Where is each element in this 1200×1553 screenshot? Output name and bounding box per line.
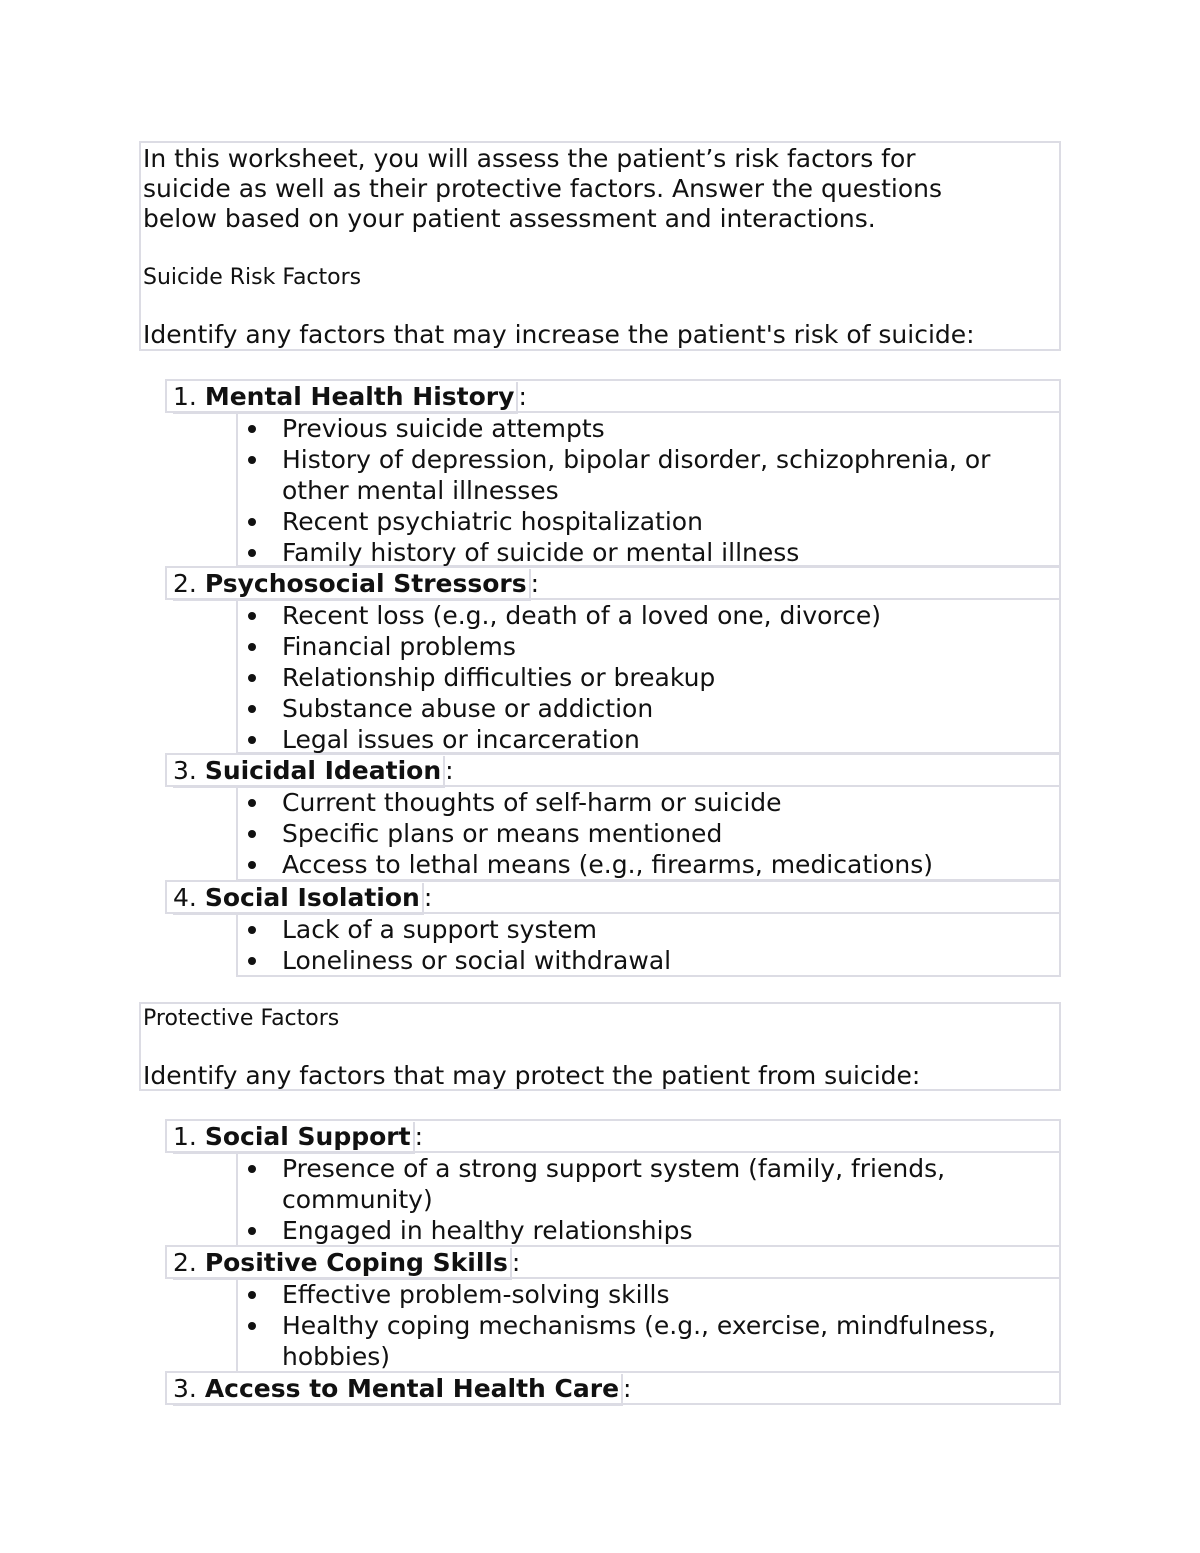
list-item: Engaged in healthy relationships [238, 1215, 1059, 1246]
bullet-icon [248, 957, 256, 965]
protective-title-3: Access to Mental Health Care [204, 1374, 620, 1403]
risk-number-4: 4. [173, 883, 197, 912]
bullet-icon [248, 612, 256, 620]
bullet-icon [248, 799, 256, 807]
protective-number-1: 1. [173, 1122, 197, 1151]
bullet-icon [248, 830, 256, 838]
bullet-icon [248, 1227, 256, 1235]
protective-prompt: Identify any factors that may protect the patient from suicide: [143, 1061, 921, 1090]
risk-number-3: 3. [173, 756, 197, 785]
risk-section-title: Suicide Risk Factors [143, 265, 362, 290]
protective-number-2: 2. [173, 1248, 197, 1277]
risk-list-3 [236, 785, 1061, 881]
risk-list-2 [236, 598, 1061, 754]
list-item-continued: community) [282, 1185, 433, 1214]
bullet-icon [248, 926, 256, 934]
risk-number-2: 2. [173, 569, 197, 598]
protective-list-2 [236, 1277, 1061, 1373]
list-item: Previous suicide attempts [238, 413, 1059, 444]
intro-line-1: In this worksheet, you will assess the patient’s risk factors for [143, 144, 916, 173]
risk-heading-2 [165, 566, 1061, 600]
list-item-continued: hobbies) [282, 1342, 390, 1371]
list-item: Effective problem-solving skills [238, 1279, 1059, 1310]
list-item: Loneliness or social withdrawal [238, 945, 1059, 976]
list-item: Access to lethal means (e.g., firearms, medications) [238, 849, 1059, 880]
list-item: Relationship difficulties or breakup [238, 662, 1059, 693]
bullet-icon [248, 705, 256, 713]
bullet-icon [248, 518, 256, 526]
risk-title-3: Suicidal Ideation [204, 756, 442, 785]
bullet-icon [248, 456, 256, 464]
protective-title-2: Positive Coping Skills [204, 1248, 508, 1277]
list-item: Financial problems [238, 631, 1059, 662]
protective-intro-box [139, 1002, 1061, 1091]
protective-heading-2 [165, 1245, 1061, 1279]
protective-section-title: Protective Factors [143, 1006, 340, 1031]
risk-title-4: Social Isolation [204, 883, 420, 912]
bullet-icon [248, 425, 256, 433]
protective-heading-3 [165, 1371, 1061, 1405]
protective-title-1: Social Support [204, 1122, 411, 1151]
bullet-icon [248, 674, 256, 682]
bullet-icon [248, 1322, 256, 1330]
protective-suffix-1: : [414, 1122, 424, 1151]
protective-list-1 [236, 1151, 1061, 1247]
list-item: Lack of a support system [238, 914, 1059, 945]
list-item: Specific plans or means mentioned [238, 818, 1059, 849]
risk-list-4 [236, 912, 1061, 977]
protective-suffix-3: : [623, 1374, 632, 1403]
bullet-icon [248, 1165, 256, 1173]
list-item: Recent psychiatric hospitalization [238, 506, 1059, 537]
list-item: Healthy coping mechanisms (e.g., exercise, mindfulness, [238, 1310, 1059, 1341]
risk-suffix-3: : [445, 756, 454, 785]
intro-box [139, 141, 1061, 351]
protective-number-3: 3. [173, 1374, 197, 1403]
list-item: History of depression, bipolar disorder, schizophrenia, or [238, 444, 1059, 475]
risk-prompt: Identify any factors that may increase the patient's risk of suicide: [143, 320, 975, 349]
list-item: Substance abuse or addiction [238, 693, 1059, 724]
risk-suffix-2: : [530, 569, 540, 598]
intro-line-3: below based on your patient assessment and interactions. [143, 204, 876, 233]
risk-suffix-1: : [518, 382, 527, 411]
protective-heading-1 [165, 1119, 1061, 1153]
bullet-icon [248, 1291, 256, 1299]
list-item: Family history of suicide or mental illness [238, 537, 1059, 568]
intro-line-2: suicide as well as their protective factors. Answer the questions [143, 174, 943, 203]
bullet-icon [248, 736, 256, 744]
protective-suffix-2: : [511, 1248, 521, 1277]
bullet-icon [248, 643, 256, 651]
risk-suffix-4: : [423, 883, 433, 912]
list-item: Current thoughts of self-harm or suicide [238, 787, 1059, 818]
list-item: Legal issues or incarceration [238, 724, 1059, 755]
risk-list-1 [236, 411, 1061, 567]
risk-heading-1 [165, 379, 1061, 413]
bullet-icon [248, 549, 256, 557]
list-item: Recent loss (e.g., death of a loved one, divorce) [238, 600, 1059, 631]
risk-title-2: Psychosocial Stressors [204, 569, 527, 598]
list-item-continued: other mental illnesses [282, 476, 559, 505]
list-item: Presence of a strong support system (family, friends, [238, 1153, 1059, 1184]
risk-title-1: Mental Health History [204, 382, 515, 411]
risk-number-1: 1. [173, 382, 197, 411]
bullet-icon [248, 861, 256, 869]
risk-heading-3 [165, 753, 1061, 787]
risk-heading-4 [165, 880, 1061, 914]
